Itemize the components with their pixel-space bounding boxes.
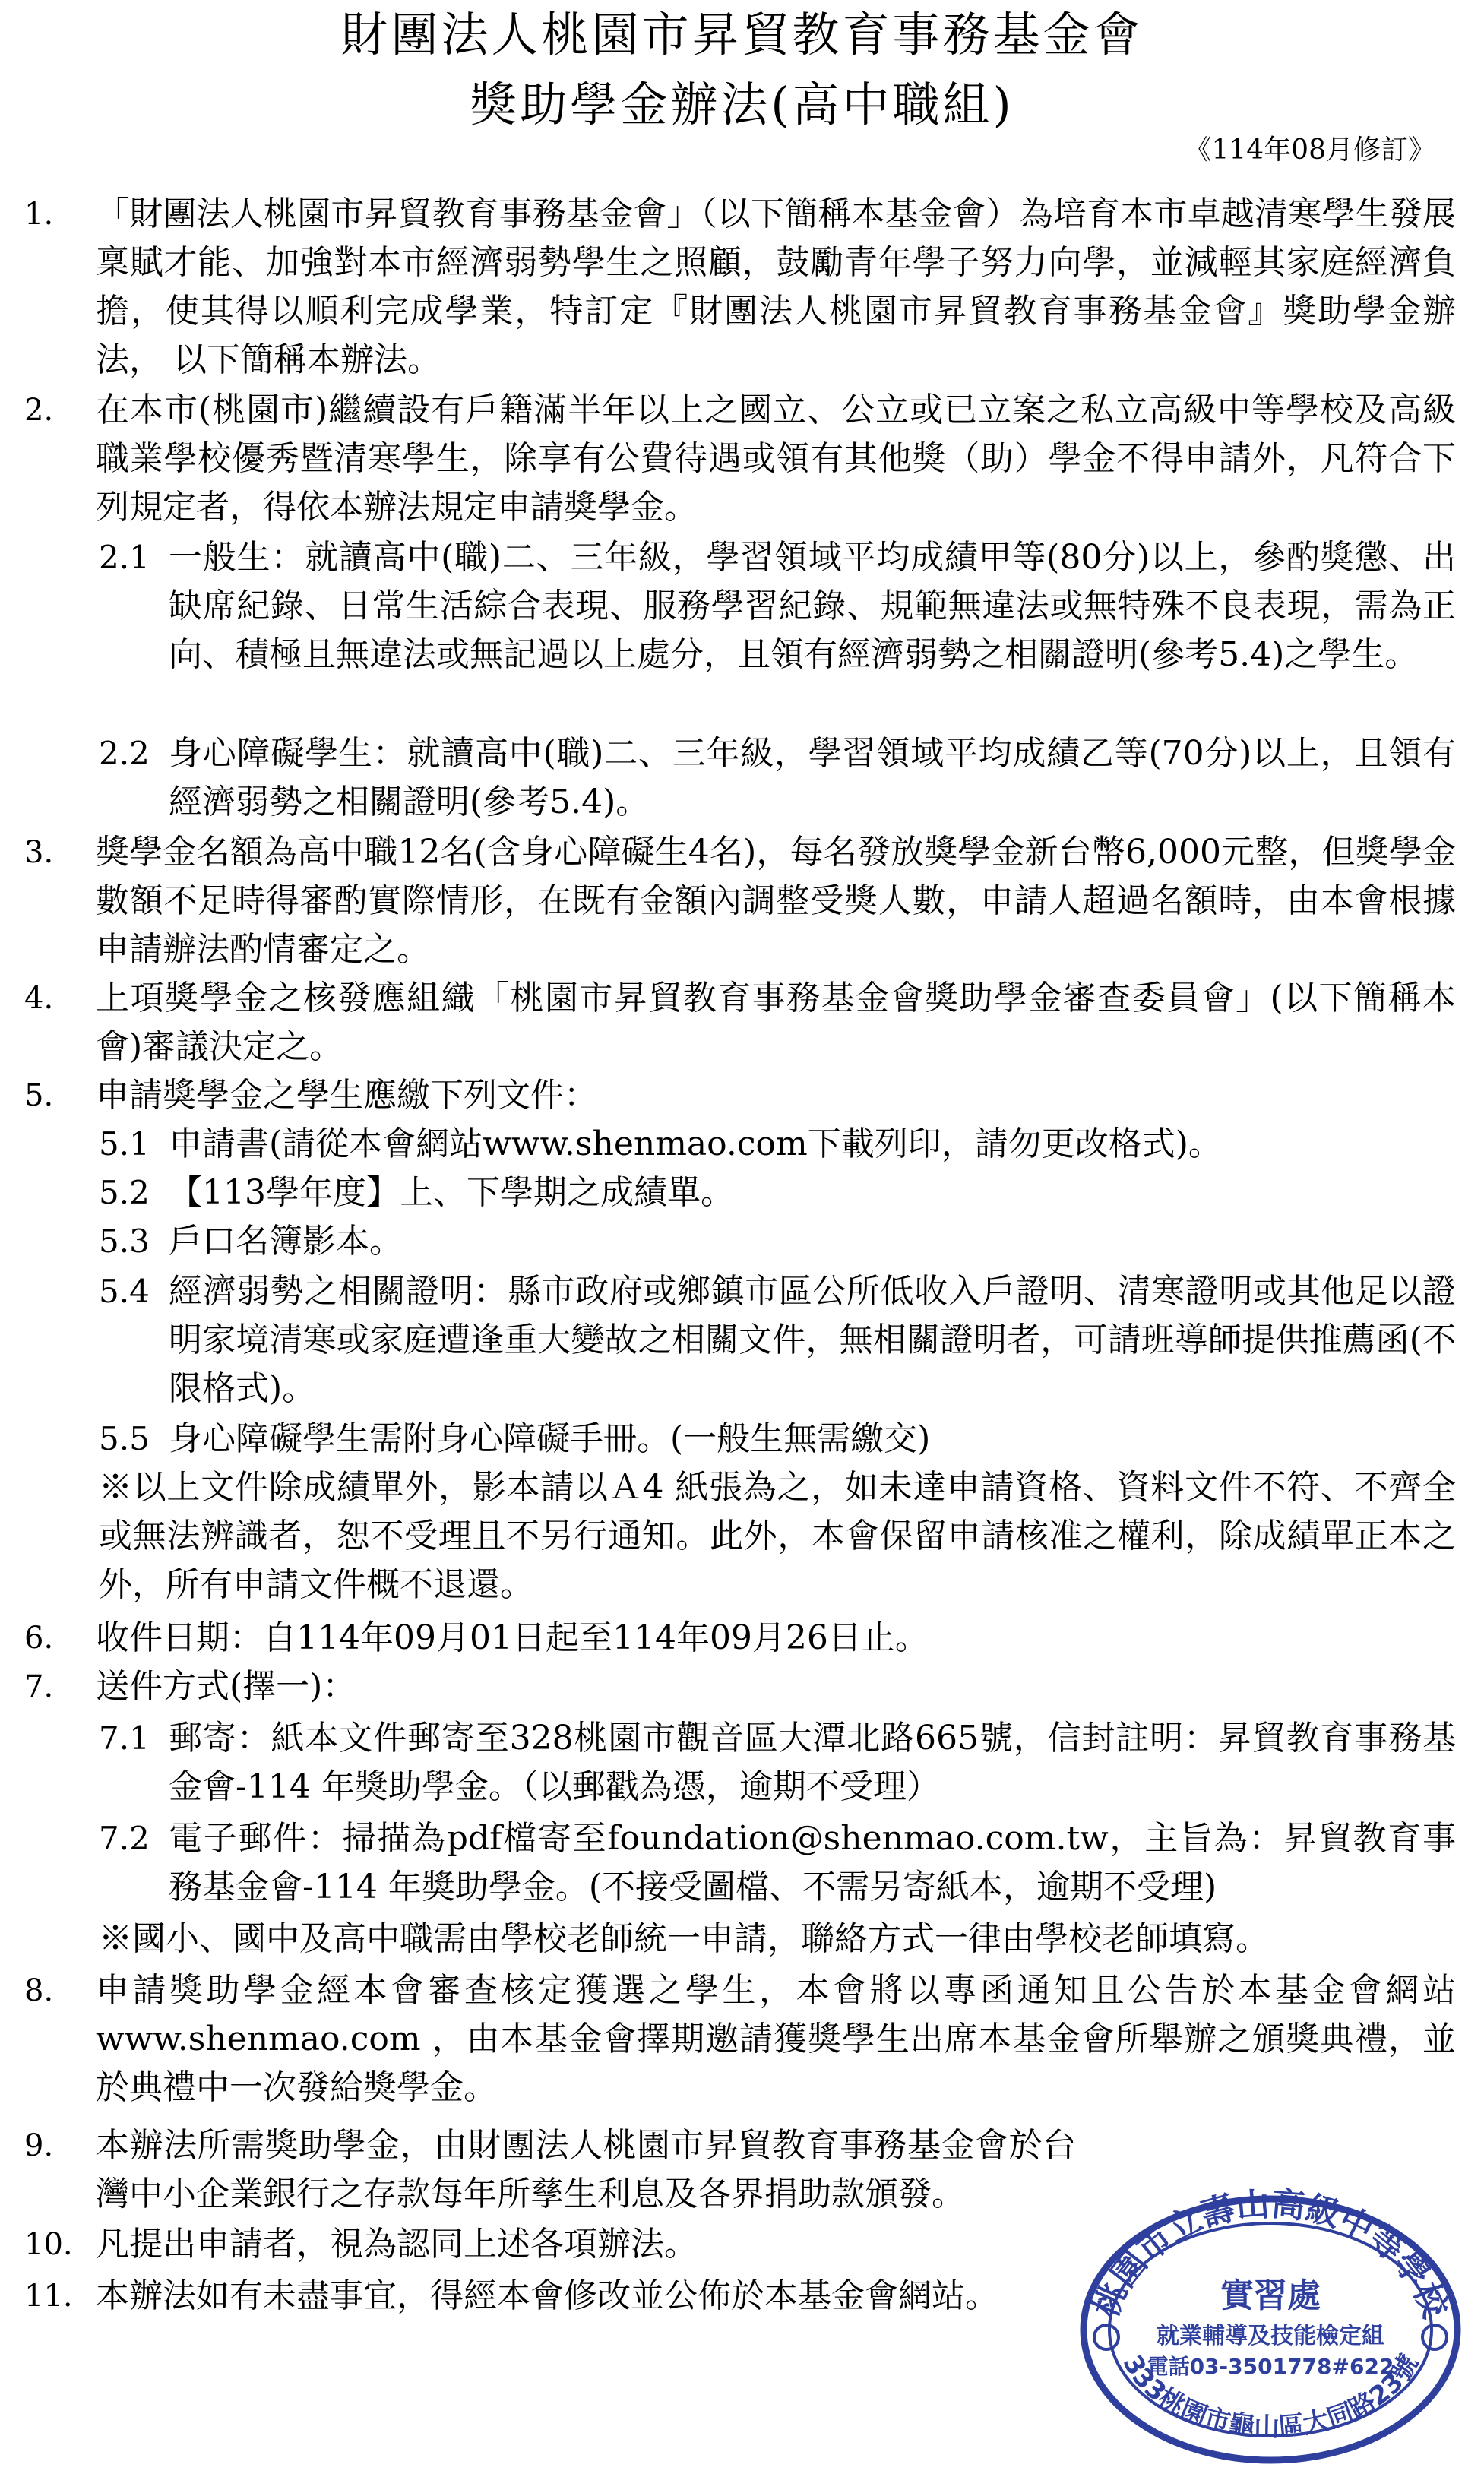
stamp-phone: 電話03-3501778#622 — [1147, 2354, 1394, 2379]
article-text: 送件方式(擇一)： — [96, 1667, 356, 1706]
article-number: 2. — [24, 393, 54, 428]
sub-article-text: 戶口名簿影本。 — [169, 1222, 403, 1261]
sub-article-text: 經濟弱勢之相關證明：縣市政府或鄉鎮市區公所低收入戶證明、清寒證明或其他足以證明家境清寒或家庭遭逢重大變故之相關文件，無相關證明者，可請班導師提供推薦函(不限格式)。 — [169, 1272, 1456, 1408]
stamp-section: 就業輔導及技能檢定組 — [1157, 2323, 1384, 2349]
sub-article-number: 5.3 — [99, 1223, 150, 1260]
revision-date: 《114年08月修訂》 — [1184, 134, 1435, 166]
sub-article-2-1 — [99, 533, 1456, 679]
article-number: 1. — [24, 197, 54, 232]
article-text: 收件日期：自114年09月01日起至114年09月26日止。 — [96, 1618, 929, 1657]
sub-article-5-1 — [99, 1120, 1456, 1169]
article-number: 5. — [24, 1078, 54, 1113]
stamp-star-right-icon — [1422, 2325, 1447, 2349]
article-text: 上項獎學金之核發應組織「桃園市昇貿教育事務基金會獎助學金審查委員會」(以下簡稱本會)審議決定之。 — [96, 979, 1456, 1066]
sub-article-7-1 — [99, 1714, 1456, 1811]
sub-article-number: 5.4 — [99, 1273, 150, 1310]
sub-article-5-2 — [99, 1169, 1456, 1217]
sub-article-2-2 — [99, 729, 1456, 827]
article-text: 在本市(桃園市)繼續設有戶籍滿半年以上之國立、公立或已立案之私立高級中等學校及高級職業學校優秀暨清寒學生，除享有公費待遇或領有其他獎（助）學金不得申請外，凡符合下列規定者，得依本辦法規定申請獎學金。 — [96, 391, 1456, 527]
note-documents: ※以上文件除成績單外，影本請以Ａ4 紙張為之，如未達申請資格、資料文件不符、不齊全或無法辨識者，恕不受理且不另行通知。此外，本會保留申請核准之權利，除成績單正本之外，所有申請文件概不退還。 — [99, 1468, 1456, 1604]
article-number: 9. — [24, 2128, 54, 2163]
sub-article-text: 【113學年度】上、下學期之成績單。 — [169, 1173, 734, 1212]
article-text: 申請獎助學金經本會審查核定獲選之學生，本會將以專函通知且公告於本基金會網站www.shenmao.com ，由本基金會擇期邀請獲獎學生出席本基金會所舉辦之頒獎典禮，並於典禮中一次發給獎學金。 — [96, 1971, 1456, 2107]
sub-article-number: 7.2 — [99, 1820, 150, 1857]
stamp-school-name: 桃園市立壽山高級中等學校 — [1086, 2184, 1455, 2324]
sub-article-5-5 — [99, 1415, 1456, 1463]
sub-article-text: 申請書(請從本會網站www.shenmao.com下載列印，請勿更改格式)。 — [169, 1125, 1222, 1163]
stamp-address: 333桃園市龜山區大同路23號 — [1116, 2349, 1425, 2443]
article-text: 申請獎學金之學生應繳下列文件： — [96, 1076, 597, 1115]
sub-article-7-2 — [99, 1814, 1456, 1912]
school-seal-stamp — [1073, 2178, 1468, 2466]
sub-article-5-3 — [99, 1217, 1456, 1266]
article-number: 8. — [24, 1973, 54, 2008]
sub-article-text: 電子郵件：掃描為pdf檔寄至foundation@shenmao.com.tw，主旨為：昇貿教育事務基金會-114 年獎助學金。(不接受圖檔、不需另寄紙本，逾期不受理) — [169, 1819, 1456, 1906]
sub-article-text: 郵寄：紙本文件郵寄至328桃園市觀音區大潭北路665號，信封註明：昇貿教育事務基金會-114 年獎助學金。（以郵戳為憑，逾期不受理） — [169, 1719, 1456, 1806]
article-number: 11. — [24, 2279, 73, 2314]
sub-article-number: 7.1 — [99, 1719, 150, 1757]
sub-article-text: 一般生：就讀高中(職)二、三年級，學習領域平均成績甲等(80分)以上，參酌獎懲、出缺席紀錄、日常生活綜合表現、服務學習紀錄、規範無違法或無特殊不良表現，需為正向、積極且無違法或無記過以上處分，且領有經濟弱勢之相關證明(參考5.4)之學生。 — [169, 538, 1456, 674]
sub-article-text: 身心障礙學生：就讀高中(職)二、三年級，學習領域平均成績乙等(70分)以上，且領有經濟弱勢之相關證明(參考5.4)。 — [169, 734, 1456, 821]
article-text: 本辦法所需獎助學金，由財團法人桃園市昇貿教育事務基金會於台灣中小企業銀行之存款每年所孳生利息及各界捐助款頒發。 — [96, 2126, 1076, 2213]
sub-article-number: 2.1 — [99, 539, 150, 576]
article-text: 「財團法人桃園市昇貿教育事務基金會」（以下簡稱本基金會）為培育本市卓越清寒學生發展稟賦才能、加強對本市經濟弱勢學生之照顧，鼓勵青年學子努力向學，並減輕其家庭經濟負 擔，使其得以順利完成學業，特訂定『財團法人桃園市昇貿教育事務基金會』獎助學金辦法， 以下簡稱本辦法。 — [96, 195, 1456, 379]
document-title-line2: 獎助學金辦法(高中職組) — [470, 77, 1014, 132]
article-text: 獎學金名額為高中職12名(含身心障礙生4名)，每名發放獎學金新台幣6,000元整，但獎學金數額不足時得審酌實際情形，在既有金額內調整受獎人數，申請人超過名額時，由本會根據申請辦法酌情審定之。 — [96, 833, 1456, 969]
article-number: 6. — [24, 1621, 54, 1656]
sub-article-number: 5.1 — [99, 1125, 150, 1163]
article-text: 凡提出申請者，視為認同上述各項辦法。 — [96, 2225, 698, 2263]
article-number: 10. — [24, 2227, 73, 2262]
article-text: 本辦法如有未盡事宜，得經本會修改並公佈於本基金會網站。 — [96, 2276, 998, 2315]
sub-article-number: 5.5 — [99, 1420, 150, 1457]
document-title-line1: 財團法人桃園市昇貿教育事務基金會 — [340, 7, 1144, 62]
stamp-office: 實習處 — [1220, 2276, 1321, 2315]
sub-article-number: 5.2 — [99, 1174, 150, 1211]
article-number: 7. — [24, 1669, 54, 1704]
article-number: 4. — [24, 981, 54, 1016]
note-submission: ※國小、國中及高中職需由學校老師統一申請，聯絡方式一律由學校老師填寫。 — [99, 1919, 1269, 1958]
sub-article-text: 身心障礙學生需附身心障礙手冊。(一般生無需繳交) — [169, 1419, 931, 1458]
sub-article-5-4 — [99, 1267, 1456, 1413]
article-number: 3. — [24, 835, 54, 870]
sub-article-number: 2.2 — [99, 735, 150, 772]
stamp-star-left-icon — [1094, 2325, 1119, 2349]
